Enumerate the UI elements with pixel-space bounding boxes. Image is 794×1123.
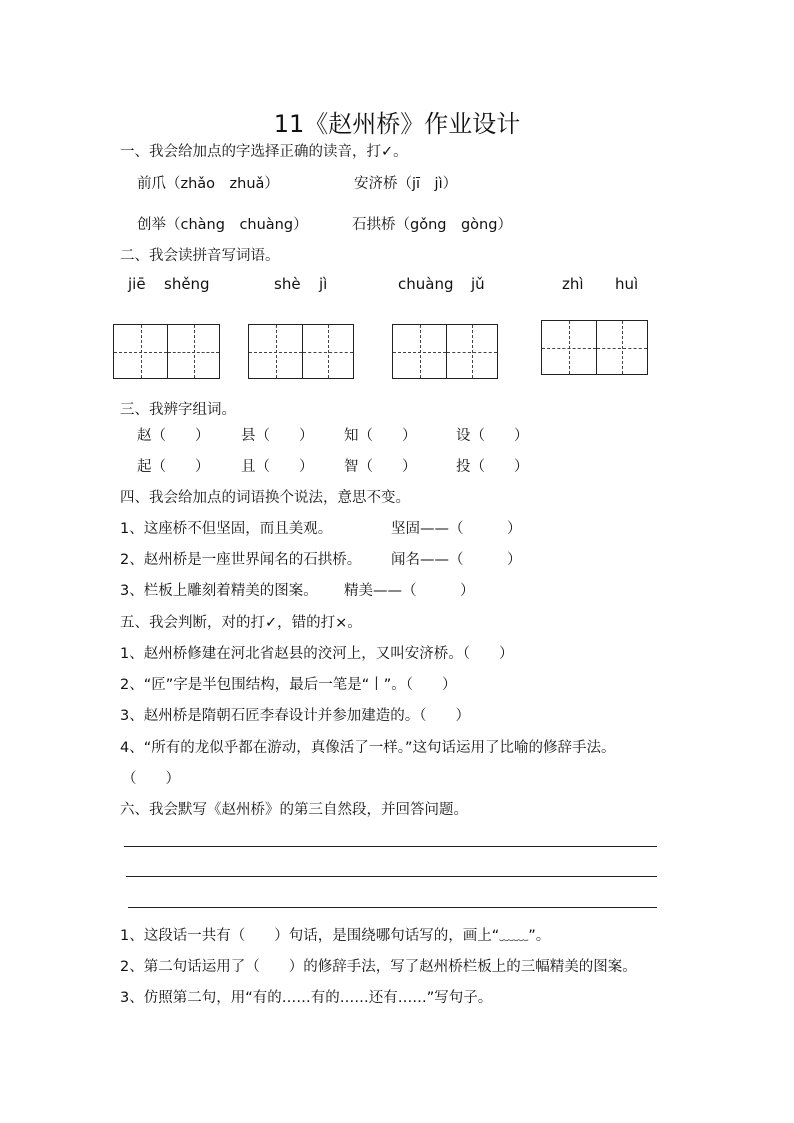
answer-line-2[interactable] xyxy=(126,876,657,877)
reading-choice-4: 石拱桥（gǒng gòng） xyxy=(352,217,512,233)
reading-choice-2: 安济桥（jī jì） xyxy=(354,176,458,192)
synonym-answer-1: 坚固——（ ） xyxy=(391,521,522,537)
section-6-heading: 六、我会默写《赵州桥》的第三自然段，并回答问题。 xyxy=(120,802,468,818)
judge-item-1: 1、赵州桥修建在河北省赵县的洨河上，又叫安济桥。（ ） xyxy=(120,646,514,662)
word-group-2: 县（ ） xyxy=(241,428,314,444)
section-4-heading: 四、我会给加点的词语换个说法，意思不变。 xyxy=(120,490,410,506)
question-2: 2、第二句话运用了（ ）的修辞手法，写了赵州桥栏板上的三幅精美的图案。 xyxy=(120,959,637,975)
synonym-sentence-1: 1、这座桥不但坚固，而且美观。 xyxy=(120,521,333,537)
word-group-6: 且（ ） xyxy=(241,459,314,475)
reading-choice-3: 创举（chàng chuàng） xyxy=(137,217,308,233)
judge-item-3: 3、赵州桥是隋朝石匠李春设计并参加建造的。（ ） xyxy=(120,708,470,724)
judge-item-4-answer: （ ） xyxy=(122,771,180,787)
question-1: 1、这段话一共有（ ）句话，是围绕哪句话写的，画上“﹏﹏”。 xyxy=(120,928,551,944)
answer-line-1[interactable] xyxy=(124,846,657,847)
pinyin-2a: shè xyxy=(274,275,301,293)
pinyin-1b: shěng xyxy=(164,275,210,293)
word-group-1: 赵（ ） xyxy=(137,428,210,444)
judge-item-2: 2、“匠”字是半包围结构，最后一笔是“丨”。（ ） xyxy=(120,677,457,693)
pinyin-3a: chuàng xyxy=(398,275,454,293)
synonym-sentence-2: 2、赵州桥是一座世界闻名的石拱桥。 xyxy=(120,552,362,568)
word-group-5: 起（ ） xyxy=(137,459,210,475)
judge-item-4: 4、“所有的龙似乎都在游动，真像活了一样。”这句话运用了比喻的修辞手法。 xyxy=(120,740,616,756)
writing-grid-1[interactable] xyxy=(113,324,220,379)
answer-line-3[interactable] xyxy=(128,907,657,908)
question-3: 3、仿照第二句，用“有的……有的……还有……”写句子。 xyxy=(120,990,493,1006)
pinyin-2b: jì xyxy=(319,275,328,293)
section-1-heading: 一、我会给加点的字选择正确的读音，打✓。 xyxy=(120,144,408,160)
pinyin-4b: huì xyxy=(615,275,639,293)
page-title: 11《赵州桥》作业设计 xyxy=(273,110,521,138)
pinyin-4a: zhì xyxy=(562,275,584,293)
writing-grid-3[interactable] xyxy=(392,324,498,379)
synonym-answer-3: 精美——（ ） xyxy=(344,583,475,599)
writing-grid-4[interactable] xyxy=(541,320,648,375)
section-3-heading: 三、我辨字组词。 xyxy=(120,402,236,418)
word-group-3: 知（ ） xyxy=(344,428,417,444)
synonym-sentence-3: 3、栏板上雕刻着精美的图案。 xyxy=(120,583,318,599)
pinyin-3b: jǔ xyxy=(471,275,485,293)
section-2-heading: 二、我会读拼音写词语。 xyxy=(120,248,280,264)
word-group-4: 设（ ） xyxy=(456,428,529,444)
writing-grid-2[interactable] xyxy=(248,324,354,379)
word-group-8: 投（ ） xyxy=(456,459,529,475)
word-group-7: 智（ ） xyxy=(344,459,417,475)
pinyin-1a: jiē xyxy=(128,275,146,293)
reading-choice-1: 前爪（zhǎo zhuǎ） xyxy=(137,176,279,192)
synonym-answer-2: 闻名——（ ） xyxy=(391,552,522,568)
section-5-heading: 五、我会判断，对的打✓，错的打×。 xyxy=(120,615,362,631)
